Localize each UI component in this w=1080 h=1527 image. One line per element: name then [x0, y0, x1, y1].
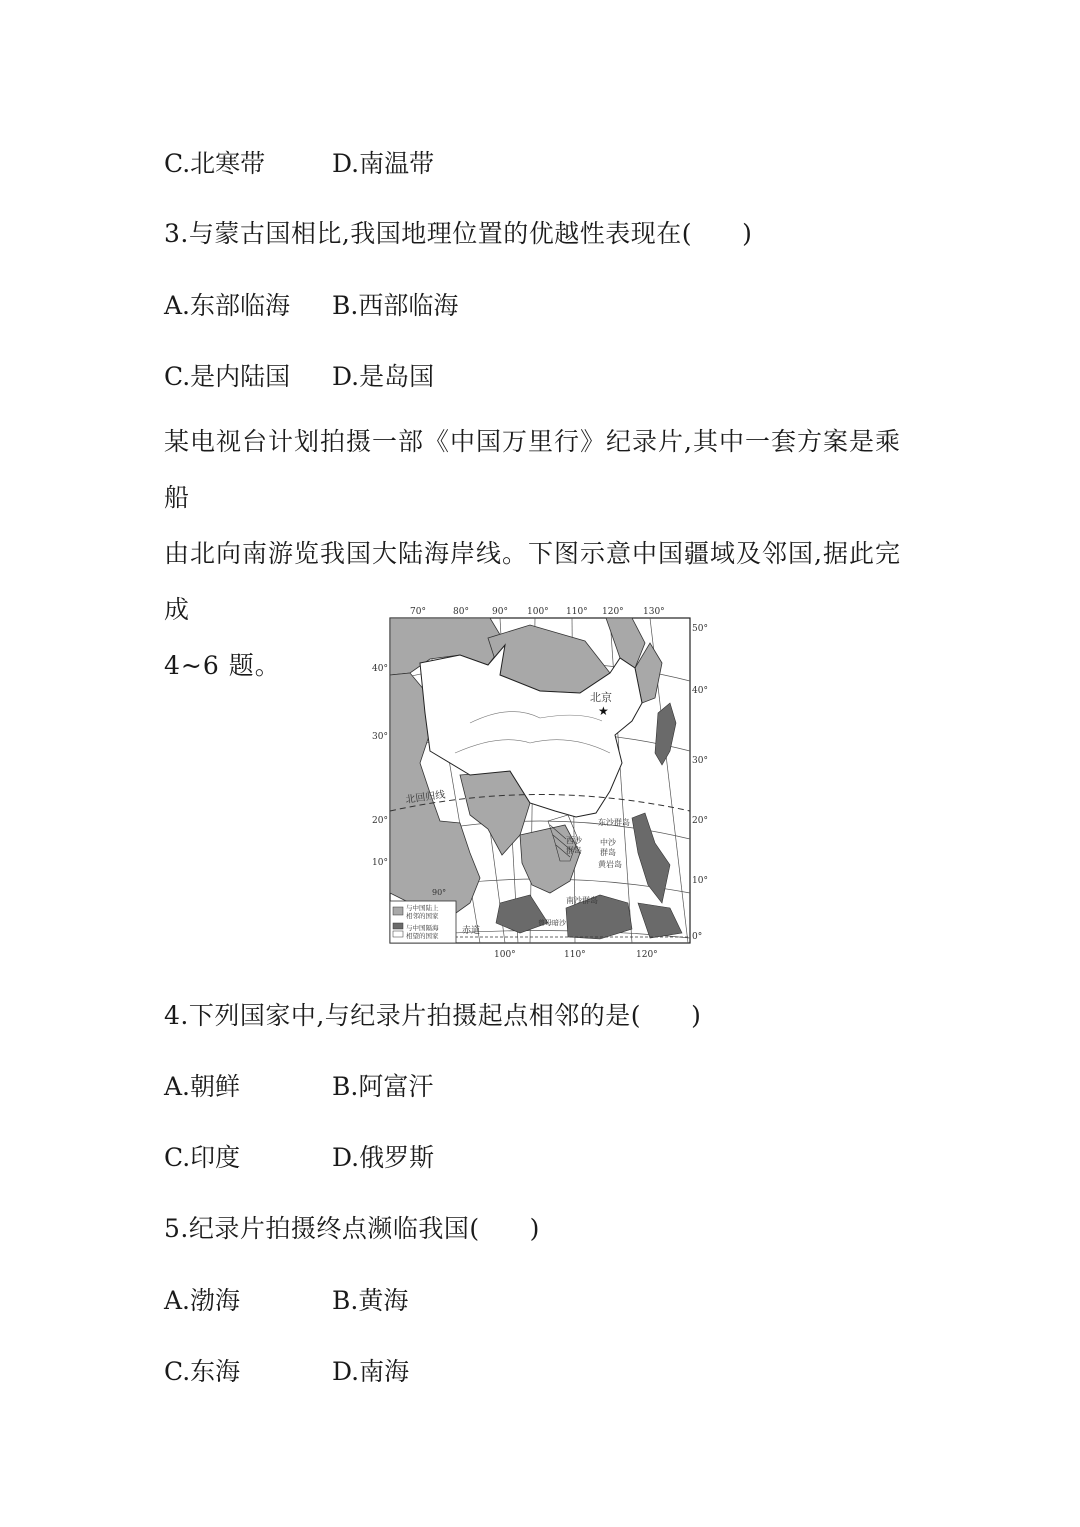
zhongsha-label-1: 中沙: [600, 838, 616, 847]
beijing-label: 北京: [590, 691, 612, 704]
lon-label-90: 90°: [492, 607, 508, 617]
lon-label-130: 130°: [643, 607, 665, 617]
q4-option-d: D.俄罗斯: [332, 1143, 435, 1172]
q3-option-c: C.是内陆国: [164, 362, 291, 391]
q2-option-d: D.南温带: [332, 149, 435, 178]
tropic-label: 北回归线: [404, 789, 447, 806]
huangyan-label: 黄岩岛: [598, 860, 622, 869]
lon-label-100: 100°: [527, 607, 549, 617]
q5-option-b: B.黄海: [332, 1286, 409, 1315]
q3-option-d: D.是岛国: [332, 362, 435, 391]
q3-stem-text: 3.与蒙古国相比,我国地理位置的优越性表现在(: [164, 219, 693, 248]
lon-label-70: 70°: [410, 607, 426, 617]
zhongsha-label-2: 群岛: [600, 848, 616, 857]
lat-right-10: 10°: [692, 876, 708, 886]
q4-option-a: A.朝鲜: [164, 1072, 241, 1101]
xisha-label-1: 西沙: [566, 836, 582, 845]
q3-option-b: B.西部临海: [332, 291, 459, 320]
q5-stem-text: 5.纪录片拍摄终点濒临我国(: [164, 1214, 480, 1243]
lat-right-0: 0°: [692, 932, 703, 942]
zengmu-label: 曾母暗沙: [538, 919, 566, 927]
lat-right-20: 20°: [692, 816, 708, 826]
q3-close-paren: ): [742, 219, 753, 248]
lon-label-120: 120°: [602, 607, 624, 617]
q4-option-c: C.印度: [164, 1143, 241, 1172]
lon-label-80: 80°: [453, 607, 469, 617]
xisha-label-2: 群岛: [566, 846, 582, 855]
legend-land-swatch: [393, 907, 403, 915]
q5-close-paren: ): [529, 1214, 540, 1243]
nansha-label: 南沙群岛: [566, 896, 598, 905]
lat-right-40: 40°: [692, 686, 708, 696]
lat-left-40: 40°: [372, 664, 388, 674]
legend-land-line1: 与中国陆上: [406, 904, 439, 912]
q5-stem: [164, 1209, 540, 1245]
legend-land-line2: 相邻的国家: [406, 912, 439, 920]
inner-lon-label-90: 90°: [432, 888, 447, 897]
intro-line-3: 4~6 题。: [164, 651, 281, 680]
dongsha-label: 东沙群岛: [598, 818, 630, 827]
q4-close-paren: ): [691, 1001, 702, 1030]
lat-right-30: 30°: [692, 756, 708, 766]
lat-left-30: 30°: [372, 732, 388, 742]
q4-stem-text: 4.下列国家中,与纪录片拍摄起点相邻的是(: [164, 1001, 642, 1030]
q3-stem: [164, 214, 752, 250]
legend-sea-line1: 与中国隔海: [406, 924, 439, 932]
q5-option-c: C.东海: [164, 1357, 241, 1386]
legend-sea-line2: 相望的国家: [406, 932, 439, 940]
intro-line-1: 某电视台计划拍摄一部《中国万里行》纪录片,其中一套方案是乘船: [164, 427, 901, 512]
intro-line-2: 由北向南游览我国大陆海岸线。下图示意中国疆域及邻国,据此完成: [164, 539, 901, 624]
q3-option-a: A.东部临海: [164, 291, 291, 320]
map-legend: [390, 901, 456, 943]
legend-sea-swatch: [393, 923, 403, 929]
beijing-star-icon: ★: [598, 704, 609, 718]
lat-left-20: 20°: [372, 816, 388, 826]
q4-option-b: B.阿富汗: [332, 1072, 434, 1101]
lon-bottom-100: 100°: [494, 950, 516, 960]
lon-bottom-120: 120°: [636, 950, 658, 960]
lat-left-10: 10°: [372, 858, 388, 868]
q5-option-d: D.南海: [332, 1357, 410, 1386]
q5-option-a: A.渤海: [164, 1286, 241, 1315]
legend-hatch-swatch: [393, 931, 403, 937]
q4-stem: [164, 996, 701, 1032]
lon-label-110: 110°: [566, 607, 588, 617]
q2-option-c: C.北寒带: [164, 149, 266, 178]
china-territory-map: [370, 603, 710, 963]
lat-right-50: 50°: [692, 624, 708, 634]
lon-bottom-110: 110°: [564, 950, 586, 960]
equator-label: 赤道: [462, 926, 481, 936]
